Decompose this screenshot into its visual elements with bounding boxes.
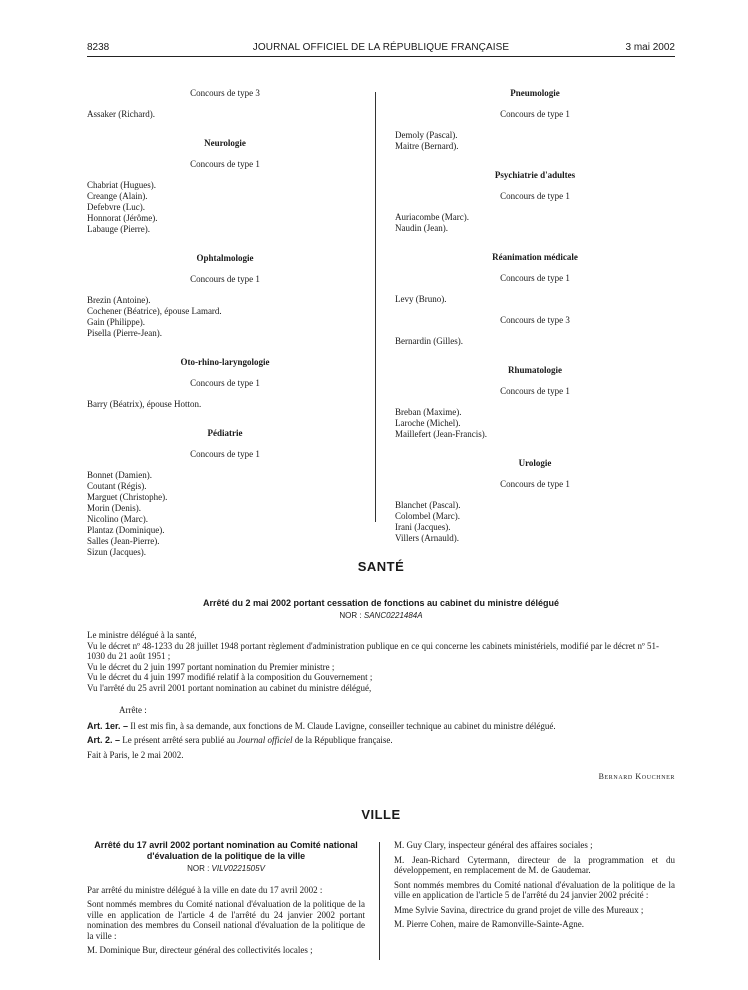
header-rule <box>87 56 675 57</box>
paragraph: Vu le décret du 2 juin 1997 portant nomination du Premier ministre ; <box>87 661 335 672</box>
laureate-name: Colombel (Marc). <box>395 511 460 521</box>
paragraph: M. Guy Clary, inspecteur général des affaires sociales ; <box>394 840 593 850</box>
concours-type: Concours de type 1 <box>500 386 570 396</box>
concours-type: Concours de type 1 <box>190 378 260 388</box>
specialty-section <box>395 365 675 440</box>
laureate-name: Coutant (Régis). <box>87 481 147 491</box>
article-2-label: Art. 2. – <box>87 735 121 745</box>
sante-preamble <box>87 630 675 693</box>
laureate-name: Bernardin (Gilles). <box>395 336 463 346</box>
laureate-name: Blanchet (Pascal). <box>395 500 461 510</box>
paragraph: Le ministre délégué à la santé, <box>87 630 197 640</box>
laureate-name: Maillefert (Jean-Francis). <box>395 429 487 439</box>
specialty-section <box>395 458 675 544</box>
specialty-title: Urologie <box>518 458 552 468</box>
specialty-title: Ophtalmologie <box>196 253 254 263</box>
paragraph: M. Dominique Bur, directeur général des collectivités locales ; <box>87 945 313 955</box>
laureate-name: Sizun (Jacques). <box>87 547 146 557</box>
specialty-title: Psychiatrie d'adultes <box>494 170 576 180</box>
specialty-section <box>87 253 363 339</box>
laureate-name: Breban (Maxime). <box>395 407 462 417</box>
specialty-section <box>87 428 363 558</box>
specialty-section <box>87 138 363 235</box>
paragraph: Sont nommés membres du Comité national d'évaluation de la politique de la ville en application de l'article 5 de l'arrêté du 24 janvier 2002 précité : <box>394 879 675 900</box>
laureate-name: Plantaz (Dominique). <box>87 525 165 535</box>
concours-type: Concours de type 1 <box>190 274 260 284</box>
specialty-title: Rhumatologie <box>508 365 562 375</box>
nor-code: SANC0221484A <box>363 611 423 620</box>
laureate-name: Auriacombe (Marc). <box>395 212 469 222</box>
specialty-section <box>395 88 675 152</box>
paragraph: M. Jean-Richard Cytermann, directeur de la programmation et du développement, en remplacement de M. de Gaudemar. <box>394 854 675 875</box>
laureate-name: Creange (Alain). <box>87 191 148 201</box>
laureate-name: Defebvre (Luc). <box>87 202 145 212</box>
laureate-name: Laroche (Michel). <box>395 418 461 428</box>
specialty-title: Pneumologie <box>510 88 560 98</box>
laureate-name: Honnorat (Jérôme). <box>87 213 158 223</box>
paragraph: Par arrêté du ministre délégué à la ville en date du 17 avril 2002 : <box>87 884 323 895</box>
laureate-name: Labauge (Pierre). <box>87 224 150 234</box>
paragraph: M. Pierre Cohen, maire de Ramonville-Sainte-Agne. <box>394 919 584 929</box>
ville-nor <box>87 864 365 875</box>
ville-right-paragraphs <box>394 840 675 930</box>
specialty-title: Réanimation médicale <box>492 252 578 262</box>
nor-label: NOR : <box>187 864 210 873</box>
specialty-section <box>87 88 363 120</box>
laureate-name: Bonnet (Damien). <box>87 470 152 480</box>
paragraph: Vu l'arrêté du 25 avril 2001 portant nomination au cabinet du ministre délégué, <box>87 682 372 693</box>
ville-heading: VILLE <box>361 807 401 822</box>
sante-body <box>87 630 675 760</box>
laureate-name: Irani (Jacques). <box>395 522 451 532</box>
article-2-text-italic: Journal officiel <box>237 735 293 745</box>
concours-type: Concours de type 1 <box>190 159 260 169</box>
issue-date: 3 mai 2002 <box>625 42 675 53</box>
ville-right-column <box>394 840 675 934</box>
arrete-word: Arrête : <box>119 705 147 715</box>
laureate-name: Salles (Jean-Pierre). <box>87 536 160 546</box>
ville-arrete-title: Arrêté du 17 avril 2002 portant nomination au Comité national d'évaluation de la politique de la ville <box>94 840 358 861</box>
specialty-section <box>395 170 675 234</box>
specialty-title: Neurologie <box>204 138 246 148</box>
ville-left-paragraphs <box>87 885 365 956</box>
page-number: 8238 <box>87 42 110 53</box>
concours-type: Concours de type 1 <box>500 479 570 489</box>
specialty-section <box>395 252 675 347</box>
concours-type: Concours de type 1 <box>500 109 570 119</box>
concours-type: Concours de type 1 <box>190 449 260 459</box>
laureate-name: Marguet (Christophe). <box>87 492 168 502</box>
page-header <box>87 40 675 56</box>
right-column <box>395 88 675 544</box>
laureate-name: Gain (Philippe). <box>87 317 145 327</box>
paragraph: Sont nommés membres du Comité national d'évaluation de la politique de la ville en application de l'article 4 de l'arrêté du 24 janvier 2002 portant nomination des membres du Conseil national d'évaluation de la politique de la ville : <box>87 899 365 941</box>
laureate-name: Levy (Bruno). <box>395 294 447 304</box>
concours-type: Concours de type 3 <box>500 315 570 325</box>
sante-arrete-title: Arrêté du 2 mai 2002 portant cessation de fonctions au cabinet du ministre délégué <box>202 598 560 608</box>
laureate-name: Demoly (Pascal). <box>395 130 458 140</box>
laureate-name: Maitre (Bernard). <box>395 141 459 151</box>
article-1-text: Il est mis fin, à sa demande, aux fonctions de M. Claude Lavigne, conseiller technique au cabinet du ministre délégué. <box>130 720 556 731</box>
specialty-title: Oto-rhino-laryngologie <box>180 357 270 367</box>
article-2 <box>87 735 675 746</box>
signature: Bernard Kouchner <box>598 772 675 781</box>
sante-nor <box>87 611 675 620</box>
laureate-name: Brezin (Antoine). <box>87 295 151 305</box>
paragraph: Vu le décret nº 48-1233 du 28 juillet 1948 portant règlement d'administration publique en ce qui concerne les cabinets ministériels, modifié par le décret nº 51-1030 du 21 août 1951 ; <box>87 640 659 661</box>
fait-a-paris: Fait à Paris, le 2 mai 2002. <box>87 749 184 760</box>
left-column <box>87 88 363 558</box>
laureate-name: Assaker (Richard). <box>87 109 155 119</box>
concours-type: Concours de type 1 <box>500 191 570 201</box>
nor-label: NOR : <box>339 611 362 620</box>
nor-code: VILV0221505V <box>211 864 265 873</box>
laureate-name: Nicolino (Marc). <box>87 514 148 524</box>
concours-type: Concours de type 3 <box>190 88 260 98</box>
specialty-title: Pédiatrie <box>207 428 243 438</box>
paragraph: Mme Sylvie Savina, directrice du grand projet de ville des Mureaux ; <box>394 904 644 915</box>
journal-title: JOURNAL OFFICIEL DE LA RÉPUBLIQUE FRANÇAISE <box>252 42 510 53</box>
sante-heading: SANTÉ <box>357 559 405 574</box>
column-divider <box>375 92 376 522</box>
laureate-name: Naudin (Jean). <box>395 223 448 233</box>
laureate-name: Cochener (Béatrice), épouse Lamard. <box>87 306 222 316</box>
ville-column-divider <box>379 842 380 960</box>
ville-left-column <box>87 840 365 960</box>
laureate-name: Barry (Béatrix), épouse Hotton. <box>87 399 202 409</box>
laureate-name: Pisella (Pierre-Jean). <box>87 328 162 338</box>
laureate-name: Chabriat (Hugues). <box>87 180 156 190</box>
article-2-text-b: de la République française. <box>292 735 393 745</box>
article-2-text-a: Le présent arrêté sera publié au <box>122 735 238 745</box>
laureate-name: Villers (Arnauld). <box>395 533 459 543</box>
paragraph: Vu le décret du 4 juin 1997 modifié relatif à la composition du Gouvernement ; <box>87 672 373 682</box>
concours-type: Concours de type 1 <box>500 273 570 283</box>
article-1-label: Art. 1er. – <box>87 720 129 731</box>
article-1 <box>87 721 675 732</box>
laureate-name: Morin (Denis). <box>87 503 141 513</box>
specialty-section <box>87 357 363 410</box>
